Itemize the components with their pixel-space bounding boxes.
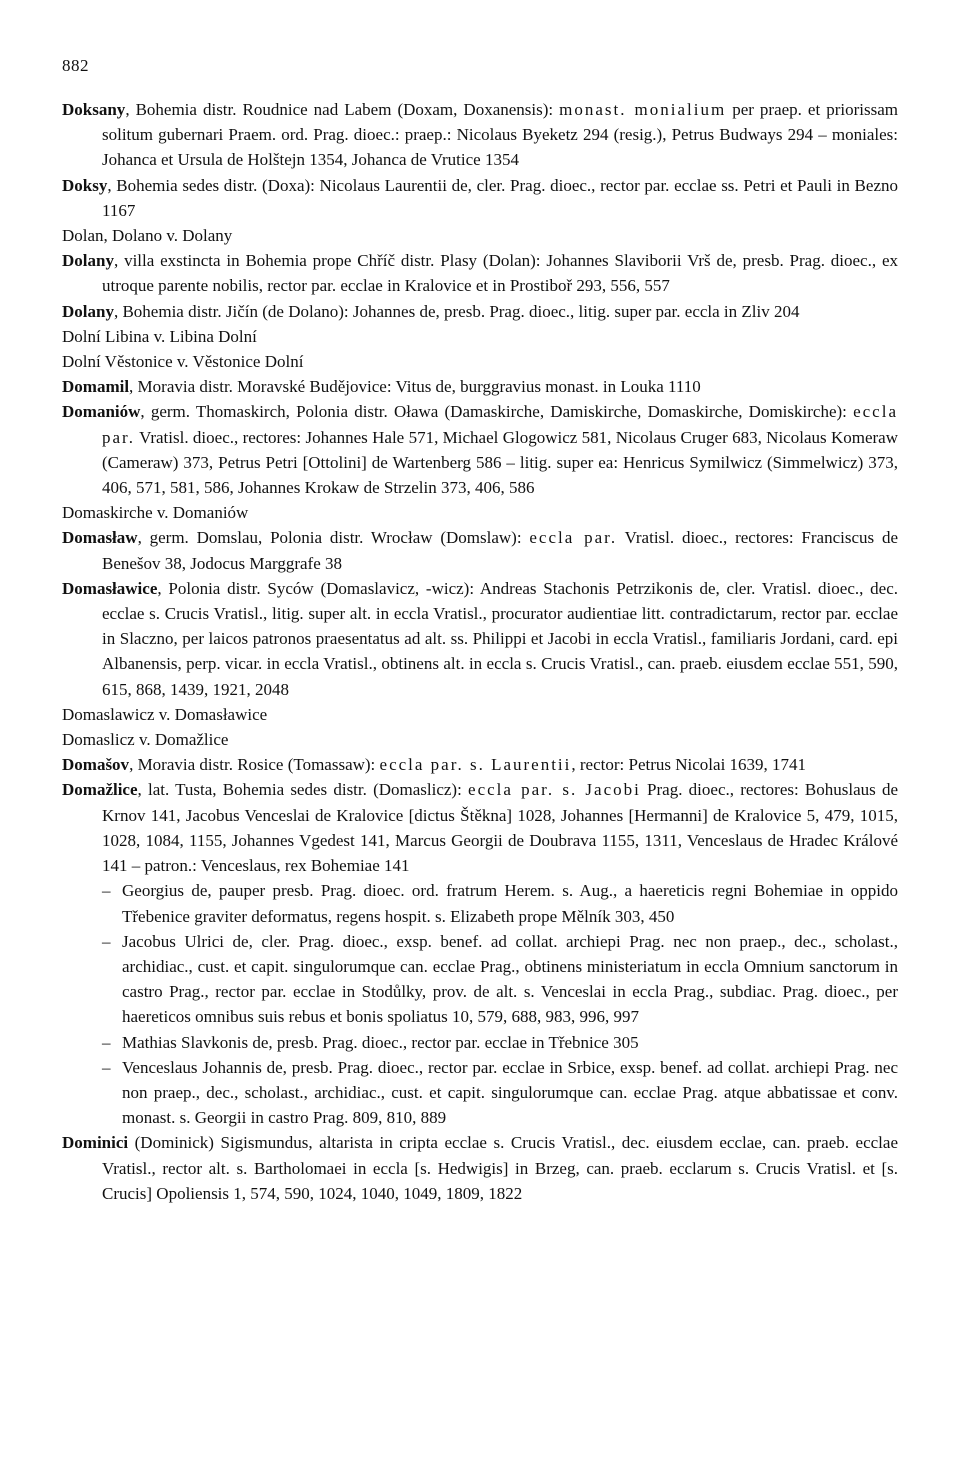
entry-headword: Dominici [62, 1133, 129, 1153]
entry-headword: Domašov [62, 755, 130, 775]
dictionary-entry: Domažlice, lat. Tusta, Bohemia sedes distr. (Domaslicz): eccla par. s. Jacobi Prag. dioec., rectores: Bohuslaus de Krnov 141, Jacobus Venceslai de Kralovice [dictus Štěkna] 1028, Johannes [Hermanni] de Kralovice 5, 479, 1015, 1028, 1084, 1155, Johannes Vgedest 141, Marcus Georgii de Doubrava 1155, 1311, Venceslaus de Hradec Králové 141 – patron.: Venceslaus, rex Bohemiae 141 [62, 780, 898, 876]
dictionary-entry: Domasław, germ. Domslau, Polonia distr. Wrocław (Domslaw): eccla par. Vratisl. dioec., rectores: Franciscus de Benešov 38, Jodocus Marggrafe 38 [62, 528, 899, 573]
page-number: 882 [62, 56, 89, 75]
entry-headword: Domasław [62, 528, 138, 548]
entry-headword: Doksany [62, 100, 126, 119]
entry-headword: Dolany [62, 251, 114, 271]
entry-headword: Dolany [62, 301, 114, 321]
sub-entry: – Venceslaus Johannis de, presb. Prag. dioec., rector par. ecclae in Srbice, exsp. benef. ad collat. archiepi Prag. nec non praep., dec., scholast., archidiac., cust. et capit. singulorumque can. ecclae Prag. atque abbatissae et conv. monast. s. Georgii in castro Prag. 809, 810, 889 [62, 1055, 898, 1131]
dictionary-entry: Doksy, Bohemia sedes distr. (Doxa): Nicolaus Laurentii de, cler. Prag. dioec., rector par. ecclae ss. Petri et Pauli in Bezno 1167 [62, 175, 898, 220]
dictionary-entry: Dominici (Dominick) Sigismundus, altarista in cripta ecclae s. Crucis Vratisl., dec. eiusdem ecclae, can. praeb. ecclae Vratisl., rector alt. s. Bartholomaei in eccla [s. Hedwigis] in Brzeg, can. praeb. ecclarum s. Crucis Vratisl. et [s. Crucis] Opoliensis 1, 574, 590, 1024, 1040, 1049, 1809, 1822 [62, 1133, 898, 1203]
dictionary-entry: Dolan, Dolano v. Dolany [62, 226, 233, 246]
dictionary-entry: Dolany, villa exstincta in Bohemia prope Chříč distr. Plasy (Dolan): Johannes Slaviborii Vrš de, presb. Prag. dioec., ex utroque parente nobilis, rector par. ecclae in Kralovice et in Prostiboř 293, 556, 557 [62, 251, 898, 296]
sub-entry: – Jacobus Ulrici de, cler. Prag. dioec., exsp. benef. ad collat. archiepi Prag. nec non praep., dec., scholast., archidiac., cust. et capit. singulorumque can. ecclae Prag., obtinens ministeriatum in eccla Omnium sanctorum in castro Prag., rector par. ecclae in Stodůlky, prov. de alt. s. Venceslai in eccla Prag., subdiac. Prag. dioec., per haereticos omnibus suis rebus et bonis spoliatus 10, 579, 688, 983, 996, 997 [62, 929, 898, 1030]
spaced-term: monast. monialium [559, 100, 727, 119]
dictionary-entry: Domamil, Moravia distr. Moravské Budějovice: Vitus de, burggravius monast. in Louka 1110 [62, 377, 701, 397]
entry-headword: Doksy [62, 175, 108, 195]
dictionary-entry: Dolní Libina v. Libina Dolní [62, 326, 257, 346]
entry-headword: Domaniów [62, 402, 141, 422]
entry-list [62, 97, 898, 1206]
dictionary-entry: Domašov, Moravia distr. Rosice (Tomassaw): eccla par. s. Laurentii, rector: Petrus Nicolai 1639, 1741 [62, 755, 807, 775]
spaced-term: eccla par. s. Laurentii [379, 755, 572, 775]
dictionary-entry: Domasławice, Polonia distr. Syców (Domaslavicz, -wicz): Andreas Stachonis Petrzikonis de, cler. Vratisl. dioec., dec. ecclae s. Crucis Vratisl., litig. super alt. in eccla Vratisl., procurator audientiae litt. contradictarum, rector par. ecclae in Slaczno, per laicos patronos praesentatus ad alt. ss. Philippi et Jacobi in eccla Vratisl., familiaris Jordani, card. epi Albanensis, perp. vicar. in eccla Vratisl., obtinens alt. in eccla s. Crucis Vratisl., can. praeb. eiusdem ecclae 551, 590, 615, 868, 1439, 1921, 2048 [62, 578, 898, 699]
dictionary-entry: Dolany, Bohemia distr. Jičín (de Dolano): Johannes de, presb. Prag. dioec., litig. super par. eccla in Zliv 204 [62, 301, 800, 321]
spaced-term: eccla par. s. Jacobi [468, 780, 641, 800]
spaced-term: eccla par. [529, 528, 618, 548]
entry-headword: Domažlice [62, 780, 138, 800]
sub-entry: – Georgius de, pauper presb. Prag. dioec. ord. fratrum Herem. s. Aug., a haereticis regni Bohemiae in oppido Třebenice graviter deformatus, regens hospit. s. Elizabeth prope Mělník 303, 450 [62, 878, 898, 928]
dictionary-entry: Doksany, Bohemia distr. Roudnice nad Labem (Doxam, Doxanensis): monast. monialium per praep. et priorissam solitum gubernari Praem. ord. Prag. dioec.: praep.: Nicolaus Byeketz 294 (resig.), Petrus Budways 294 – moniales: Johanca et Ursula de Holštejn 1354, Johanca de Vrutice 1354 [62, 100, 898, 170]
dictionary-entry: Domaslawicz v. Domasławice [62, 704, 268, 724]
sub-entry: – Mathias Slavkonis de, presb. Prag. dioec., rector par. ecclae in Třebnice 305 [62, 1030, 898, 1055]
dictionary-entry: Dolní Věstonice v. Věstonice Dolní [62, 352, 304, 372]
entry-headword: Domasławice [62, 578, 158, 598]
dictionary-entry: Domaslicz v. Domažlice [62, 730, 229, 750]
entry-headword: Domamil [62, 377, 130, 397]
dictionary-entry: Domaskirche v. Domaniów [62, 503, 249, 523]
dictionary-entry: Domaniów, germ. Thomaskirch, Polonia distr. Oława (Damaskirche, Damiskirche, Domaskirche, Domiskirche): eccla par. Vratisl. dioec., rectores: Johannes Hale 571, Michael Glogowicz 581, Nicolaus Cruger 683, Nicolaus Komeraw (Cameraw) 373, Petrus Petri [Ottolini] de Wartenberg 586 – litig. super ea: Henricus Symilwicz (Simmelwicz) 373, 406, 571, 581, 586, Johannes Krokaw de Strzelin 373, 406, 586 [62, 402, 898, 498]
spaced-term: eccla par. [102, 402, 898, 447]
